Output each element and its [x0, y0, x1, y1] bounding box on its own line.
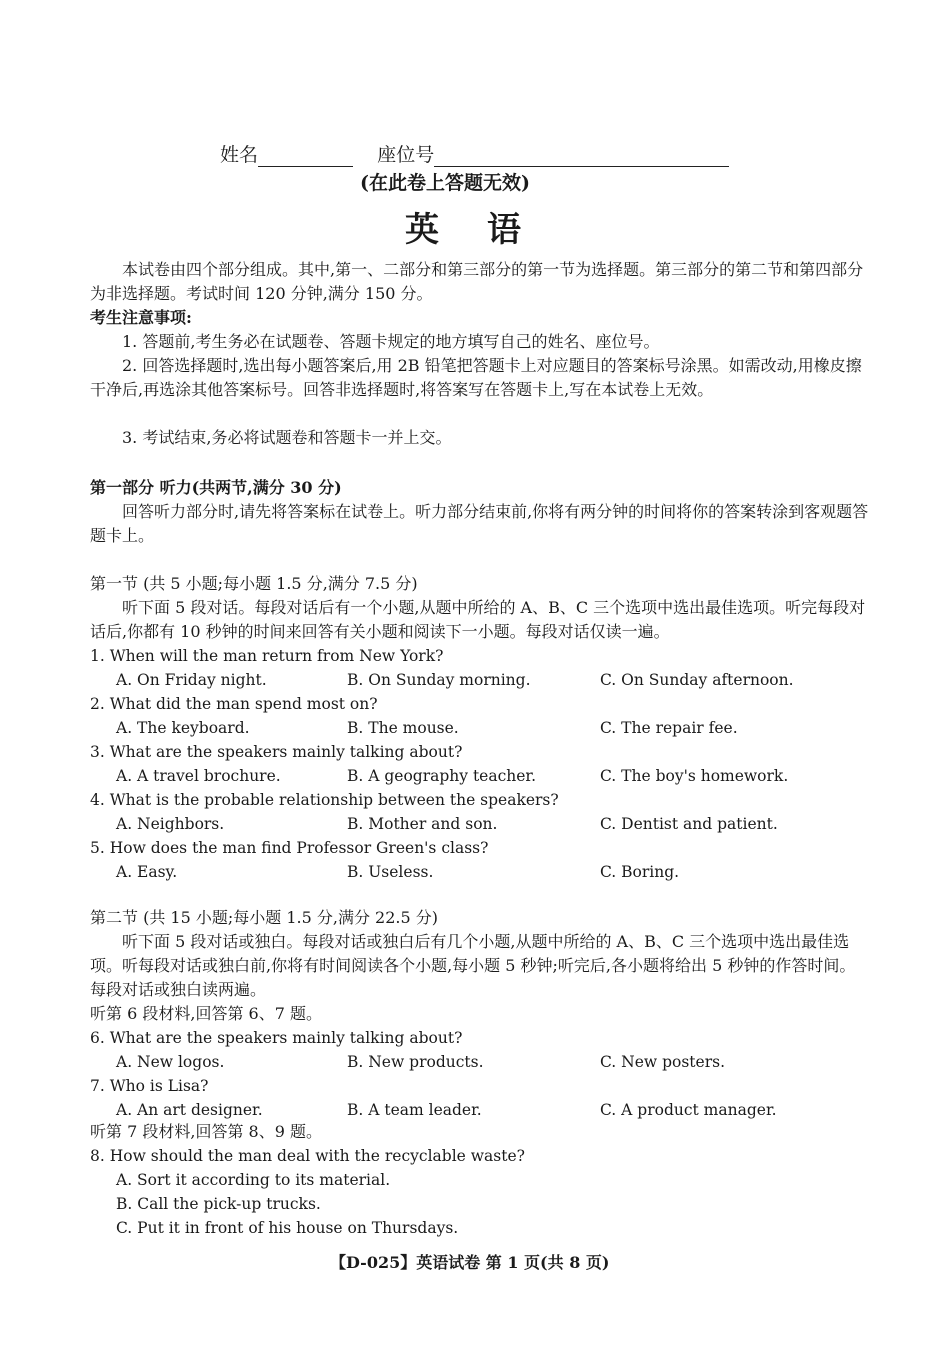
name-field [220, 140, 729, 167]
q3-option-a: A. A travel brochure. [116, 767, 281, 785]
question-3: 3. What are the speakers mainly talking about? [90, 743, 463, 761]
invalid-notice: (在此卷上答题无效) [360, 172, 530, 194]
seat-label: 座位号 [377, 144, 435, 166]
note-1: 1. 答题前,考生务必在试题卷、答题卡规定的地方填写自己的姓名、座位号。 [122, 332, 660, 351]
section1-title: 第一节 (共 5 小题;每小题 1.5 分,满分 7.5 分) [90, 574, 418, 593]
q3-option-c: C. The boy's homework. [600, 767, 789, 785]
q7-option-c: C. A product manager. [600, 1101, 777, 1119]
section2-title: 第二节 (共 15 小题;每小题 1.5 分,满分 22.5 分) [90, 908, 438, 927]
q6-option-c: C. New posters. [600, 1053, 725, 1071]
q2-option-a: A. The keyboard. [116, 719, 250, 737]
q6-option-b: B. New products. [347, 1053, 484, 1071]
note-2: 2. 回答选择题时,选出每小题答案后,用 2B 铅笔把答题卡上对应题目的答案标号涂黑。如需改动,用橡皮擦干净后,再选涂其他答案标号。回答非选择题时,将答案写在答题卡上,写在本试卷上无效。 [90, 356, 862, 399]
q5-option-a: A. Easy. [116, 863, 178, 881]
subject-title: 英语 [405, 210, 569, 250]
intro-text: 本试卷由四个部分组成。其中,第一、二部分和第三部分的第一节为选择题。第三部分的第二节和第四部分为非选择题。考试时间 120 分钟,满分 150 分。 [90, 260, 864, 303]
material-7-instruction: 听第 7 段材料,回答第 8、9 题。 [90, 1122, 322, 1141]
q8-option-b: B. Call the pick-up trucks. [116, 1195, 321, 1213]
q2-option-c: C. The repair fee. [600, 719, 738, 737]
name-label: 姓名 [220, 144, 259, 166]
note-3: 3. 考试结束,务必将试题卷和答题卡一并上交。 [122, 428, 452, 447]
seat-blank [434, 144, 729, 167]
q8-option-c: C. Put it in front of his house on Thursdays. [116, 1219, 459, 1237]
q4-option-a: A. Neighbors. [116, 815, 225, 833]
q4-option-b: B. Mother and son. [347, 815, 498, 833]
page-footer: 【D-025】英语试卷 第 1 页(共 8 页) [330, 1253, 610, 1272]
question-2: 2. What did the man spend most on? [90, 695, 378, 713]
question-7: 7. Who is Lisa? [90, 1077, 209, 1095]
q3-option-b: B. A geography teacher. [347, 767, 537, 785]
question-6: 6. What are the speakers mainly talking about? [90, 1029, 463, 1047]
q6-option-a: A. New logos. [116, 1053, 225, 1071]
q7-option-a: A. An art designer. [116, 1101, 263, 1119]
q5-option-b: B. Useless. [347, 863, 434, 881]
q7-option-b: B. A team leader. [347, 1101, 482, 1119]
part1-desc: 回答听力部分时,请先将答案标在试卷上。听力部分结束前,你将有两分钟的时间将你的答案转涂到客观题答题卡上。 [90, 502, 869, 545]
question-5: 5. How does the man find Professor Green's class? [90, 839, 489, 857]
question-1: 1. When will the man return from New York? [90, 647, 444, 665]
name-blank [258, 144, 353, 167]
q8-option-a: A. Sort it according to its material. [116, 1171, 391, 1189]
q2-option-b: B. The mouse. [347, 719, 459, 737]
material-6-instruction: 听第 6 段材料,回答第 6、7 题。 [90, 1004, 322, 1023]
q5-option-c: C. Boring. [600, 863, 680, 881]
q1-option-a: A. On Friday night. [116, 671, 267, 689]
question-8: 8. How should the man deal with the recyclable waste? [90, 1147, 525, 1165]
section1-desc: 听下面 5 段对话。每段对话后有一个小题,从题中所给的 A、B、C 三个选项中选出最佳选项。听完每段对话后,你都有 10 秒钟的时间来回答有关小题和阅读下一小题。每段对话仅读一遍。 [90, 598, 866, 641]
q1-option-b: B. On Sunday morning. [347, 671, 531, 689]
q1-option-c: C. On Sunday afternoon. [600, 671, 794, 689]
section2-desc: 听下面 5 段对话或独白。每段对话或独白后有几个小题,从题中所给的 A、B、C 三个选项中选出最佳选项。听每段对话或独白前,你将有时间阅读各个小题,每小题 5 秒钟;听完后,各小题将给出 5 秒钟的作答时间。每段对话或独白读两遍。 [90, 932, 856, 999]
part1-title: 第一部分 听力(共两节,满分 30 分) [90, 478, 342, 497]
question-4: 4. What is the probable relationship between the speakers? [90, 791, 559, 809]
q4-option-c: C. Dentist and patient. [600, 815, 778, 833]
notes-title: 考生注意事项: [90, 308, 192, 327]
